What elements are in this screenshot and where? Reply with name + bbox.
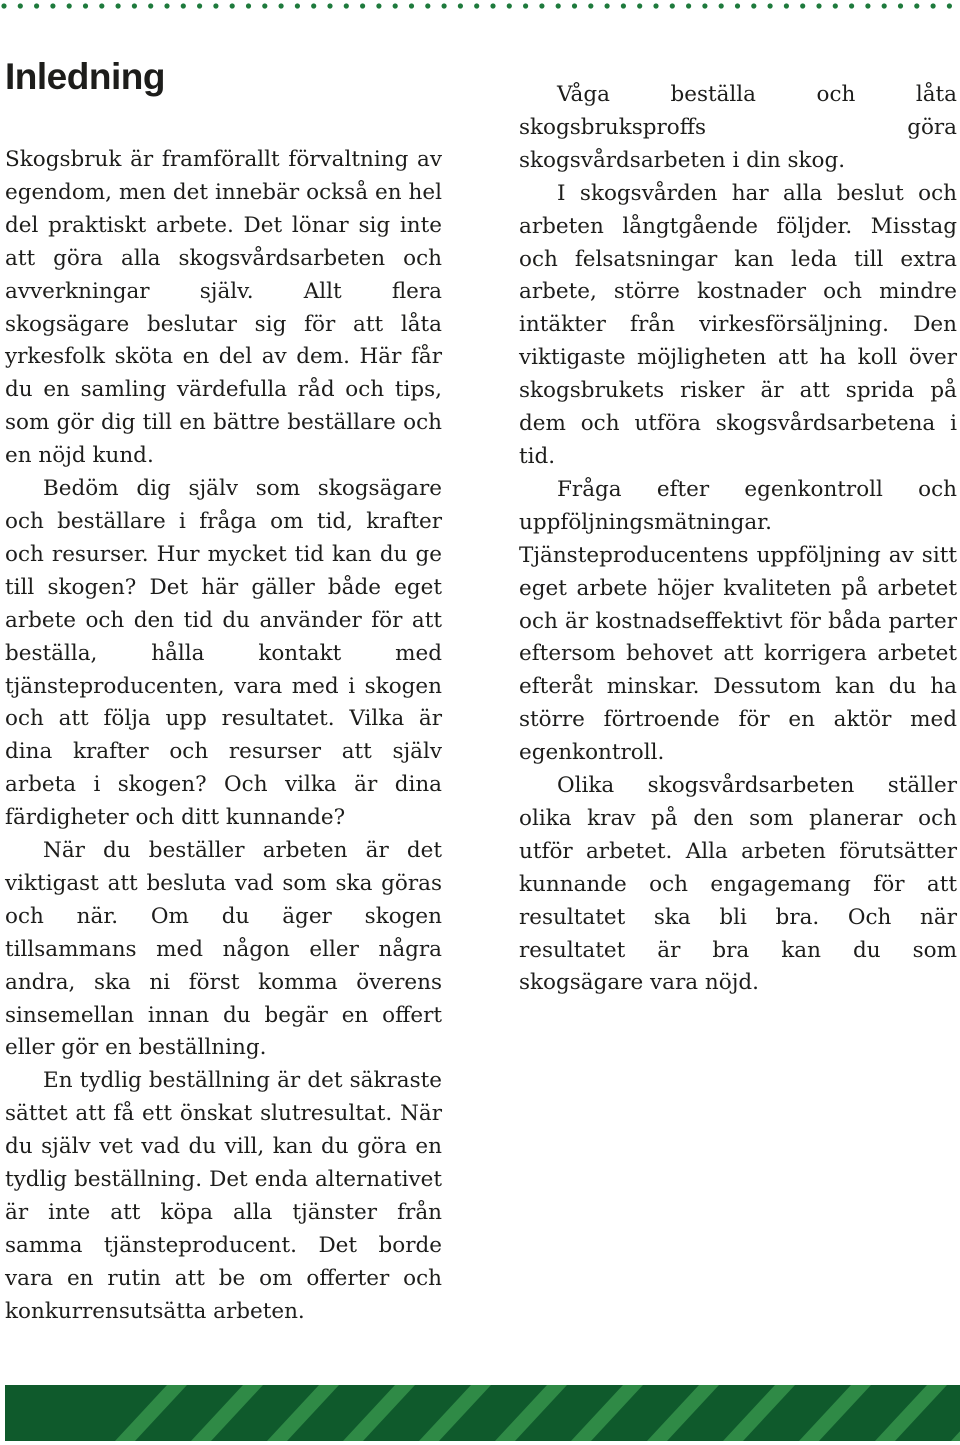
divider-dot bbox=[181, 3, 186, 8]
divider-dot bbox=[539, 3, 544, 8]
divider-dot bbox=[816, 3, 821, 8]
divider-dot bbox=[213, 3, 218, 8]
divider-dot bbox=[1, 3, 6, 8]
divider-dot bbox=[751, 3, 756, 8]
divider-dot bbox=[327, 3, 332, 8]
divider-dot bbox=[556, 3, 561, 8]
divider-dot bbox=[197, 3, 202, 8]
divider-dot bbox=[621, 3, 626, 8]
divider-dot bbox=[99, 3, 104, 8]
divider-dot bbox=[931, 3, 936, 8]
divider-dot bbox=[833, 3, 838, 8]
left-column bbox=[5, 144, 442, 1329]
divider-dot bbox=[670, 3, 675, 8]
divider-dot bbox=[800, 3, 805, 8]
divider-dot bbox=[18, 3, 23, 8]
divider-dot bbox=[279, 3, 284, 8]
left-paragraph-4: En tydlig beställning är det säkraste sättet att få ett önskat slutresultat. När du själv vet vad du vill, kan du göra en tydlig beställning. Det enda alternativet är inte att köpa alla tjänster från samma tjänsteproducent. Det borde vara en rutin att be om offerter och konkurrensutsätta arbeten. bbox=[5, 1068, 442, 1324]
divider-dot bbox=[947, 3, 952, 8]
divider-dot bbox=[474, 3, 479, 8]
divider-dot bbox=[67, 3, 72, 8]
left-paragraph-3: När du beställer arbeten är det viktigast att besluta vad som ska göras och när. Om du äger skogen tillsammans med någon eller några andra, ska ni först komma överens sinsemellan innan du begär en offert eller gör en beställning. bbox=[5, 838, 442, 1061]
right-paragraph-2: I skogsvården har alla beslut och arbeten långtgående följder. Misstag och felsatsningar kan leda till extra arbete, större kostnader och mindre intäkter från virkesförsäljning. Den viktigaste möjligheten att ha koll över skogsbrukets risker är att sprida på dem och utföra skogsvårdsarbetena i tid. bbox=[519, 180, 957, 469]
divider-dot bbox=[882, 3, 887, 8]
divider-dot bbox=[702, 3, 707, 8]
stripe-band-graphic bbox=[5, 1385, 960, 1441]
divider-dot bbox=[116, 3, 121, 8]
divider-dot bbox=[719, 3, 724, 8]
divider-dot bbox=[605, 3, 610, 8]
right-paragraph-3: Fråga efter egenkontroll och uppföljningsmätningar. Tjänsteproducentens uppföljning av sitt eget arbete höjer kvaliteten på arbetet och är kostnadseffektivt för båda parter eftersom behovet att korrigera arbetet efteråt minskar. Dessutom kan du ha större förtroende för en aktör med egenkontroll. bbox=[519, 476, 957, 766]
divider-dot bbox=[849, 3, 854, 8]
page-title: Inledning bbox=[5, 56, 165, 97]
divider-dot bbox=[83, 3, 88, 8]
divider-dot bbox=[898, 3, 903, 8]
divider-dot bbox=[442, 3, 447, 8]
divider-dot bbox=[230, 3, 235, 8]
divider-dot bbox=[425, 3, 430, 8]
divider-dot bbox=[653, 3, 658, 8]
divider-dot bbox=[50, 3, 55, 8]
divider-dot bbox=[262, 3, 267, 8]
divider-dot bbox=[686, 3, 691, 8]
divider-dot bbox=[409, 3, 414, 8]
right-paragraph-4: Olika skogsvårdsarbeten ställer olika krav på den som planerar och utför arbetet. Alla arbeten förutsätter kunnande och engagemang för att resultatet ska bli bra. Och när resultatet är bra kan du som skogsägare vara nöjd. bbox=[519, 773, 957, 996]
divider-dot bbox=[588, 3, 593, 8]
divider-dot bbox=[865, 3, 870, 8]
divider-dot bbox=[572, 3, 577, 8]
divider-dot bbox=[393, 3, 398, 8]
divider-dot bbox=[490, 3, 495, 8]
left-paragraph-2: Bedöm dig själv som skogsägare och beställare i fråga om tid, krafter och resurser. Hur mycket tid kan du ge till skogen? Det här gäller både eget arbete och den tid du använder för att beställa, hålla kontakt med tjänsteproducenten, vara med i skogen och att följa upp resultatet. Vilka är dina krafter och resurser att själv arbeta i skogen? Och vilka är dina färdigheter och ditt kunnande? bbox=[5, 476, 442, 831]
divider-dot bbox=[34, 3, 39, 8]
left-paragraph-1: Skogsbruk är framförallt förvaltning av egendom, men det innebär också en hel del praktiskt arbete. Det lönar sig inte att göra alla skogsvårdsarbeten och avverkningar själv. Allt flera skogsägare beslutar sig för att låta yrkesfolk sköta en del av dem. Här får du en samling värdefulla råd och tips, som gör dig till en bättre beställare och en nöjd kund. bbox=[5, 147, 442, 469]
divider-dot bbox=[507, 3, 512, 8]
dot-divider-graphic bbox=[0, 2, 960, 10]
divider-dot bbox=[914, 3, 919, 8]
divider-dot bbox=[768, 3, 773, 8]
top-dot-divider bbox=[0, 2, 960, 10]
divider-dot bbox=[376, 3, 381, 8]
divider-dot bbox=[246, 3, 251, 8]
right-column bbox=[519, 79, 957, 1000]
footer-stripe-band bbox=[5, 1385, 960, 1441]
divider-dot bbox=[637, 3, 642, 8]
divider-dot bbox=[148, 3, 153, 8]
divider-dot bbox=[784, 3, 789, 8]
divider-dot bbox=[295, 3, 300, 8]
divider-dot bbox=[458, 3, 463, 8]
divider-dot bbox=[132, 3, 137, 8]
divider-dot bbox=[360, 3, 365, 8]
divider-dot bbox=[735, 3, 740, 8]
divider-dot bbox=[164, 3, 169, 8]
divider-dot bbox=[523, 3, 528, 8]
right-paragraph-1: Våga beställa och låta skogsbruksproffs göra skogsvårdsarbeten i din skog. bbox=[519, 82, 957, 173]
divider-dot bbox=[344, 3, 349, 8]
divider-dot bbox=[311, 3, 316, 8]
